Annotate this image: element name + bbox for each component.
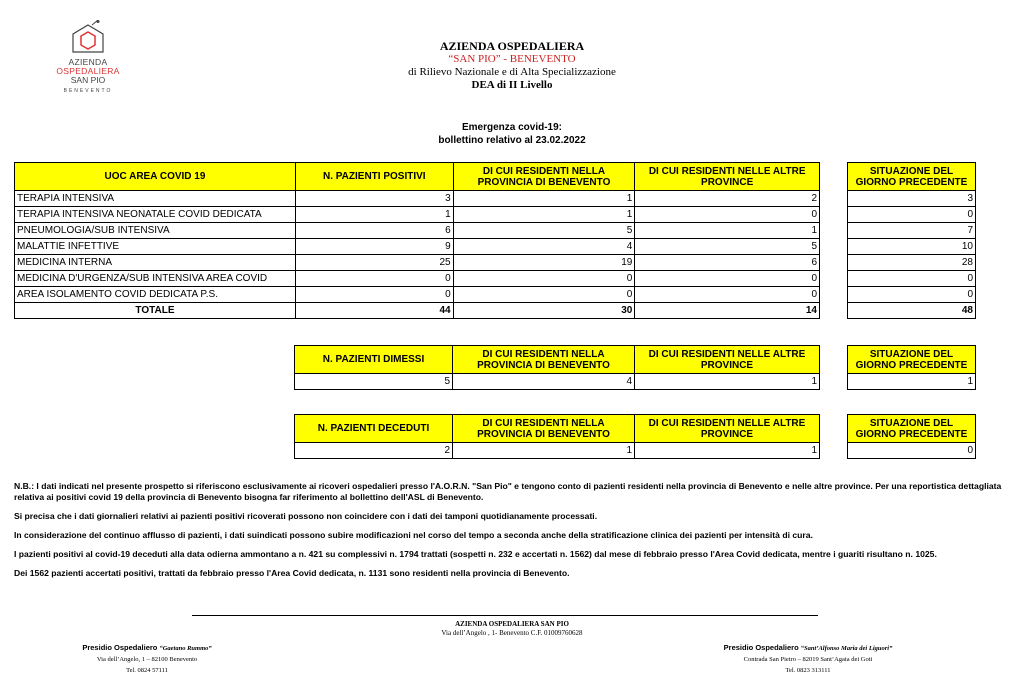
note-paragraph: I pazienti positivi al covid-19 deceduti alla data odierna ammontano a n. 421 su complessivi n. 1794 trattati (sospetti n. 232 e accertati n. 1562) dal mese di febbraio presso l'Area Covid dedicata, mentre i guariti risultano n. 1025. — [14, 549, 937, 559]
header-deceduti-altre: DI CUI RESIDENTI NELLE ALTRE PROVINCE — [635, 415, 820, 443]
previous-row — [848, 239, 976, 255]
cell-residenti-bn: 0 — [453, 271, 635, 287]
footer-divider — [192, 615, 818, 616]
footer-right-title: Presidio Ospedaliero — [723, 643, 801, 652]
dimessi-previous: 1 — [848, 374, 976, 390]
row-label: TERAPIA INTENSIVA NEONATALE COVID DEDICATA — [15, 207, 296, 223]
footer-right-address: Contrada San Pietro – 82019 Sant’Agata dei Goti — [743, 656, 873, 663]
footer-center-address: Via dell’Angelo , 1- Benevento C.F. 01009760628 — [441, 629, 583, 637]
header-dimessi-previous: SITUAZIONE DEL GIORNO PRECEDENTE — [848, 346, 976, 374]
deceduti-previous-table — [847, 414, 976, 459]
cell-residenti-bn: 30 — [453, 303, 635, 319]
cell-positivi: 9 — [295, 239, 453, 255]
dimessi-total: 5 — [295, 374, 453, 390]
notes-section — [14, 481, 1014, 587]
header-line-4: DEA di II Livello — [471, 79, 553, 91]
footer-center-title: AZIENDA OSPEDALIERA SAN PIO — [455, 620, 569, 628]
row-label: TOTALE — [15, 303, 296, 319]
cell-positivi: 3 — [295, 191, 453, 207]
footer-right-presidio — [690, 642, 926, 676]
deceduti-total: 2 — [295, 443, 453, 459]
table-row — [15, 239, 820, 255]
cell-residenti-bn: 1 — [453, 207, 635, 223]
cell-residenti-altre: 6 — [635, 255, 820, 271]
header-deceduti-bn: DI CUI RESIDENTI NELLA PROVINCIA DI BENEVENTO — [453, 415, 635, 443]
note-paragraph: Dei 1562 pazienti accertati positivi, trattati da febbraio presso l'Area Covid dedicata, n. 1131 sono residenti nella provincia di Benevento. — [14, 568, 570, 578]
deceduti-bn: 1 — [453, 443, 635, 459]
row-label: TERAPIA INTENSIVA — [15, 191, 296, 207]
previous-row — [848, 207, 976, 223]
previous-total-row — [848, 303, 976, 319]
cell-positivi: 0 — [295, 271, 453, 287]
cell-previous-day: 7 — [848, 223, 976, 239]
table-row — [15, 191, 820, 207]
dimessi-previous-table — [847, 345, 976, 390]
cell-positivi: 25 — [295, 255, 453, 271]
cell-residenti-bn: 5 — [453, 223, 635, 239]
deceduti-altre: 1 — [635, 443, 820, 459]
footer-left-address: Via dell’Angelo, 1 – 82100 Benevento — [96, 656, 198, 663]
cell-previous-day: 28 — [848, 255, 976, 271]
logo-text-san-pio: SAN PIO — [70, 75, 106, 85]
previous-row — [848, 223, 976, 239]
footer-right-tel: Tel. 0823 313111 — [785, 667, 831, 674]
footer-left-tel: Tel. 0824 57111 — [126, 667, 168, 674]
cell-residenti-altre: 5 — [635, 239, 820, 255]
cell-previous-day: 0 — [848, 207, 976, 223]
dimessi-altre: 1 — [635, 374, 820, 390]
row-label: MALATTIE INFETTIVE — [15, 239, 296, 255]
table-row — [15, 207, 820, 223]
previous-row — [848, 287, 976, 303]
cell-residenti-altre: 0 — [635, 207, 820, 223]
cell-previous-day: 0 — [848, 271, 976, 287]
table-row — [15, 223, 820, 239]
logo-text-azienda: AZIENDA — [68, 57, 108, 67]
hospital-logo — [52, 20, 124, 115]
deceduti-table — [294, 414, 820, 459]
cell-previous-day: 0 — [848, 287, 976, 303]
header-dimessi-bn: DI CUI RESIDENTI NELLA PROVINCIA DI BENEVENTO — [453, 346, 635, 374]
cell-residenti-bn: 1 — [453, 191, 635, 207]
header-deceduti: N. PAZIENTI DECEDUTI — [295, 415, 453, 443]
cell-residenti-bn: 0 — [453, 287, 635, 303]
logo-text-ospedaliera: OSPEDALIERA — [56, 66, 120, 76]
cell-residenti-altre: 0 — [635, 271, 820, 287]
previous-row — [848, 271, 976, 287]
cell-residenti-bn: 4 — [453, 239, 635, 255]
note-paragraph: In considerazione del continuo afflusso di pazienti, i dati suindicati possono subire modificazioni nel corso del tempo a seconda anche della stratificazione clinica dei pazienti per intensità di cura. — [14, 530, 813, 540]
note-paragraph: N.B.: I dati indicati nel presente prospetto si riferiscono esclusivamente ai ricoveri ospedalieri presso l'A.O.R.N. "San Pio" e tengono conto di pazienti residenti nella provincia di Benevento e nelle altre province. Per una reportistica dettagliata relativa ai positivi covid 19 della provincia di Benevento bisogna far riferimento al bollettino dell'ASL di Benevento. — [14, 481, 1002, 502]
bulletin-title-line-1: Emergenza covid-19: — [461, 122, 563, 133]
cell-previous-day: 48 — [848, 303, 976, 319]
bulletin-title — [300, 121, 724, 147]
footer-left-name: “Gaetano Rummo” — [159, 645, 212, 652]
header-deceduti-previous: SITUAZIONE DEL GIORNO PRECEDENTE — [848, 415, 976, 443]
cell-residenti-altre: 2 — [635, 191, 820, 207]
table-row — [15, 287, 820, 303]
table-row — [15, 271, 820, 287]
footer-center — [300, 620, 724, 638]
row-label: PNEUMOLOGIA/SUB INTENSIVA — [15, 223, 296, 239]
table-total-row — [15, 303, 820, 319]
note-paragraph: Si precisa che i dati giornalieri relativi ai pazienti positivi ricoverati possono non coincidere con i dati dei tamponi quotidianamente processati. — [14, 511, 598, 521]
footer-right-name: “Sant’Alfonso Maria dei Liguori” — [800, 645, 893, 652]
main-covid-table — [14, 162, 820, 319]
cell-previous-day: 3 — [848, 191, 976, 207]
cell-positivi: 0 — [295, 287, 453, 303]
house-logo-icon — [68, 20, 108, 58]
header-line-3: di Rilievo Nazionale e di Alta Specializzazione — [408, 66, 616, 78]
cell-residenti-altre: 14 — [635, 303, 820, 319]
logo-text-benevento: BENEVENTO — [63, 88, 113, 94]
cell-residenti-altre: 0 — [635, 287, 820, 303]
footer-left-title: Presidio Ospedaliero — [82, 643, 160, 652]
document-header — [300, 40, 724, 92]
table-row — [15, 255, 820, 271]
cell-positivi: 6 — [295, 223, 453, 239]
previous-row — [848, 255, 976, 271]
header-positivi: N. PAZIENTI POSITIVI — [295, 163, 453, 191]
header-dimessi-altre: DI CUI RESIDENTI NELLE ALTRE PROVINCE — [635, 346, 820, 374]
header-residenti-bn: DI CUI RESIDENTI NELLA PROVINCIA DI BENEVENTO — [453, 163, 635, 191]
cell-previous-day: 10 — [848, 239, 976, 255]
cell-positivi: 1 — [295, 207, 453, 223]
main-previous-day-table — [847, 162, 976, 319]
cell-residenti-altre: 1 — [635, 223, 820, 239]
row-label: AREA ISOLAMENTO COVID DEDICATA P.S. — [15, 287, 296, 303]
footer-left-presidio — [62, 642, 232, 676]
row-label: MEDICINA D'URGENZA/SUB INTENSIVA AREA COVID — [15, 271, 296, 287]
header-dimessi: N. PAZIENTI DIMESSI — [295, 346, 453, 374]
dimessi-table — [294, 345, 820, 390]
header-title: AZIENDA OSPEDALIERA — [439, 39, 585, 53]
deceduti-previous: 0 — [848, 443, 976, 459]
cell-positivi: 44 — [295, 303, 453, 319]
previous-row — [848, 191, 976, 207]
dimessi-bn: 4 — [453, 374, 635, 390]
bulletin-title-line-2: bollettino relativo al 23.02.2022 — [438, 135, 586, 146]
header-subtitle: “SAN PIO” - BENEVENTO — [448, 53, 576, 65]
header-residenti-altre: DI CUI RESIDENTI NELLE ALTRE PROVINCE — [635, 163, 820, 191]
cell-residenti-bn: 19 — [453, 255, 635, 271]
header-previous-day: SITUAZIONE DEL GIORNO PRECEDENTE — [848, 163, 976, 191]
row-label: MEDICINA INTERNA — [15, 255, 296, 271]
header-uoc: UOC AREA COVID 19 — [15, 163, 296, 191]
